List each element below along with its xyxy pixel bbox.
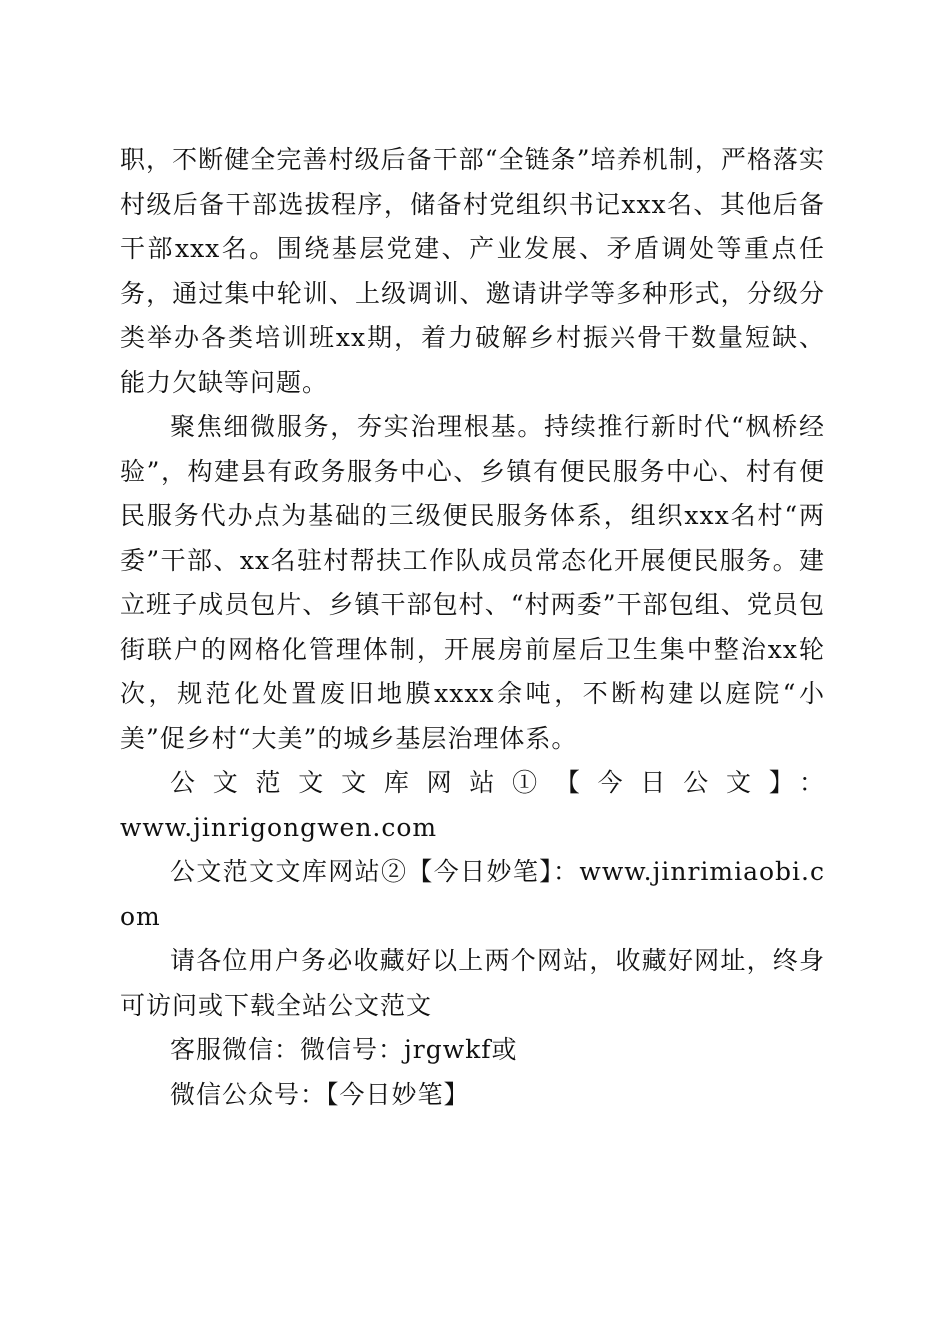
footer-official-account: 微信公众号：【今日妙笔】 bbox=[170, 1079, 470, 1109]
body-paragraph-governance: 聚焦细微服务，夯实治理根基。持续推行新时代“枫桥经验”，构建县有政务服务中心、乡镇有便民服务中心、村有便民服务代办点为基础的三级便民服务体系，组织xxx名村“两委”干部、xx名驻村帮扶工作队成员常态化开展便民服务。建立班子成员包片、乡镇干部包村、“村两委”干部包组、党员包街联户的网格化管理体制，开展房前屋后卫生集中整治xx轮次，规范化处置废旧地膜xxxx余吨，不断构建以庭院“小美”促乡村“大美”的城乡基层治理体系。 bbox=[120, 412, 825, 753]
document-page bbox=[120, 138, 825, 1117]
body-paragraph-continued: 职，不断健全完善村级后备干部“全链条”培养机制，严格落实村级后备干部选拔程序，储备村党组织书记xxx名、其他后备干部xxx名。围绕基层党建、产业发展、矛盾调处等重点任务，通过集中轮训、上级调训、邀请讲学等多种形式，分级分类举办各类培训班xx期，着力破解乡村振兴骨干数量短缺、能力欠缺等问题。 bbox=[120, 145, 825, 397]
footer-site1-title: 公文范文文库网站①【今日公文】： bbox=[170, 768, 825, 797]
footer-notice: 请各位用户务必收藏好以上两个网站，收藏好网址，终身可访问或下载全站公文范文 bbox=[120, 946, 825, 1020]
footer-service-wechat: 客服微信：微信号：jrgwkf或 bbox=[170, 1035, 518, 1064]
footer-site2[interactable]: 公文范文文库网站②【今日妙笔】：www.jinrimiaobi.com bbox=[120, 857, 825, 931]
footer-site1-url[interactable]: www.jinrigongwen.com bbox=[120, 812, 438, 842]
